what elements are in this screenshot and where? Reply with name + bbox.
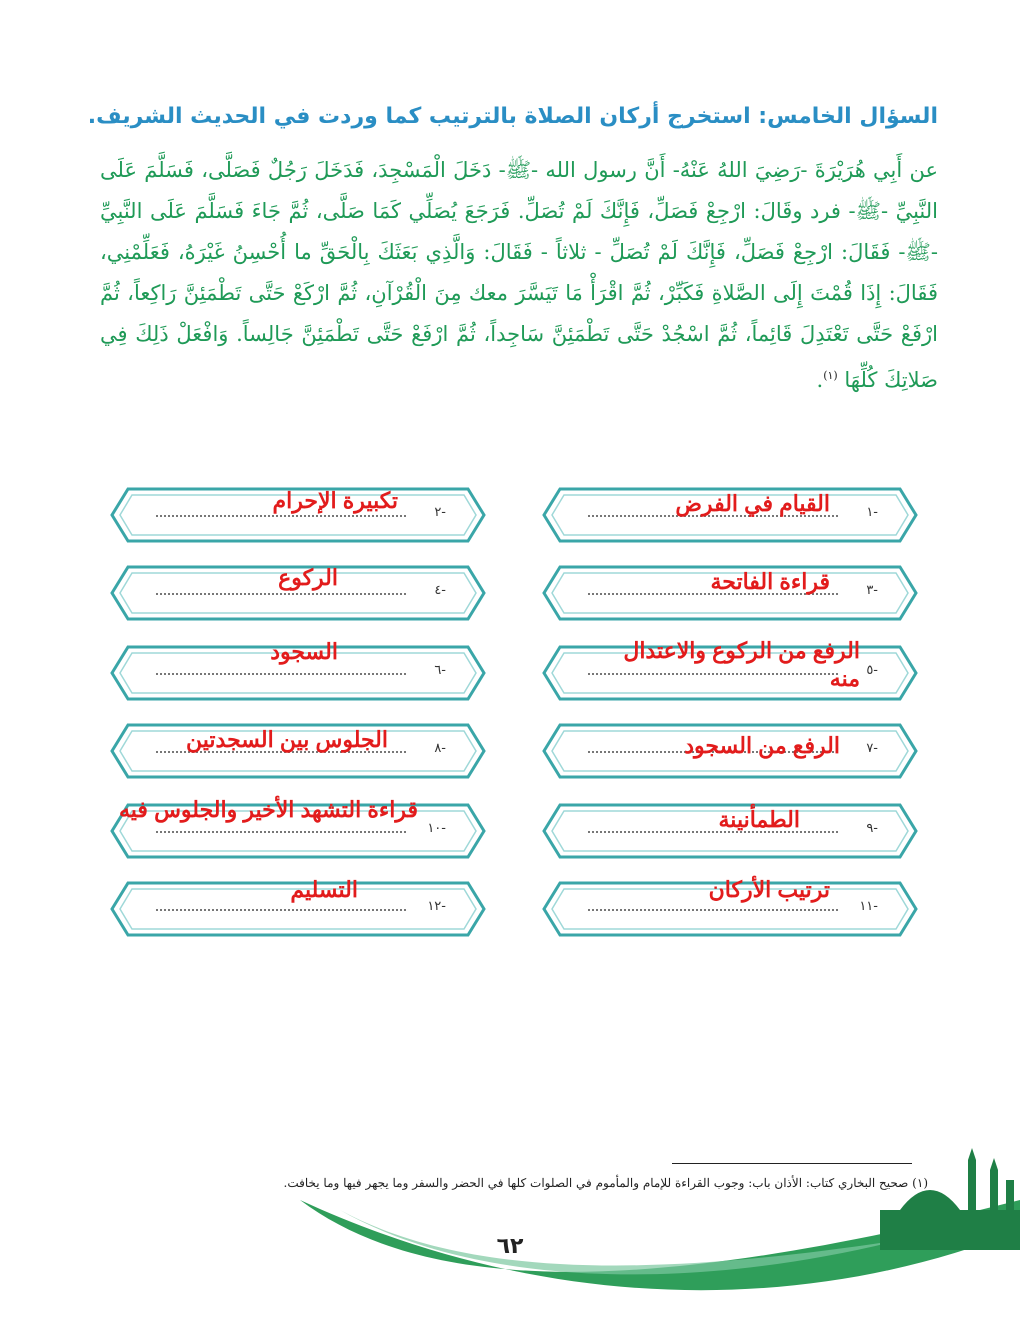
answer-text: الرفع من الركوع والاعتدال منه <box>623 638 860 691</box>
answer-number: -١ <box>866 505 878 520</box>
answer-number: -١٠ <box>427 821 446 836</box>
answer-text: تكبيرة الإحرام <box>272 488 398 513</box>
answer-text: التسليم <box>290 877 358 902</box>
answer-box <box>540 801 920 861</box>
answer-number: -٧ <box>866 741 878 756</box>
answer-number: -١٢ <box>427 899 446 914</box>
answer-text: الرفع من السجود <box>684 733 840 758</box>
mosque-silhouette-icon <box>880 1148 1020 1250</box>
answer-number: -٣ <box>866 583 878 598</box>
answer-box <box>540 879 920 939</box>
answer-box <box>108 721 488 781</box>
answer-number: -١١ <box>859 899 878 914</box>
answer-text: ترتيب الأركان <box>708 877 830 902</box>
answer-box <box>540 563 920 623</box>
answer-line <box>588 817 838 833</box>
answer-number: -٢ <box>434 505 446 520</box>
answer-number: -٦ <box>434 663 446 678</box>
answer-text: قراءة الفاتحة <box>710 569 830 594</box>
answer-number: -٩ <box>866 821 878 836</box>
answer-box <box>540 638 920 703</box>
answer-box <box>108 485 488 545</box>
decorative-wave <box>0 1140 1020 1320</box>
answer-text: الطمأنينة <box>718 807 800 832</box>
question-heading: السؤال الخامس: استخرج أركان الصلاة بالترتيب كما وردت في الحديث الشريف. <box>87 104 938 129</box>
answer-text: الجلوس بين السجدتين <box>186 727 388 752</box>
answer-text: الركوع <box>278 565 338 590</box>
answer-text: السجود <box>270 639 338 664</box>
hadith-passage: عن أَبِي هُرَيْرَةَ -رَضِيَ اللهُ عَنْهُ- أَنَّ رسول الله -ﷺ- دَخَلَ الْمَسْجِدَ، فَدَخَلَ رَجُلٌ فَصَلَّى، فَسَلَّمَ عَلَى النَّبِيِّ -ﷺ- فرد وقَالَ: ارْجِعْ فَصَلِّ، فَإِنَّكَ لَمْ تُصَلِّ. فَرَجَعَ يُصَلِّي كَمَا صَلَّى، ثُمَّ جَاءَ فَسَلَّمَ عَلَى النَّبِيِّ -ﷺ- فَقَالَ: ارْجِعْ فَصَلِّ، فَإِنَّكَ لَمْ تُصَلِّ - ثلاثاً - فَقَالَ: وَالَّذِي بَعَثَكَ بِالْحَقِّ ما أُحْسِنُ غَيْرَهُ، فَعَلِّمْنِي، فَقَالَ: إِذَا قُمْتَ إِلَى الصَّلاةِ فَكَبِّرْ، ثُمَّ اقْرَأْ مَا تَيَسَّرَ معك مِنَ الْقُرْآنِ، ثُمَّ ارْكَعْ حَتَّى تَطْمَئِنَّ رَاكِعاً، ثُمَّ ارْفَعْ حَتَّى تَعْتَدِلَ قَائِماً، ثُمَّ اسْجُدْ حَتَّى تَطْمَئِنَّ سَاجِداً، ثُمَّ ارْفَعْ حَتَّى تَطْمَئِنَّ جَالِساً. وَافْعَلْ ذَلِكَ فِي صَلاتِكَ كُلِّهَا $^{(١)}$. <box>100 158 938 392</box>
answer-number: -٥ <box>866 663 878 678</box>
hadith-footnote-ref: (١) <box>823 369 838 382</box>
answer-text: القيام في الفرض <box>675 491 830 516</box>
answer-box <box>108 563 488 623</box>
answer-line <box>156 895 406 911</box>
hadith-text: عن أَبِي هُرَيْرَةَ -رَضِيَ اللهُ عَنْهُ- أَنَّ رسول الله -ﷺ- دَخَلَ الْمَسْجِدَ، فَدَخَلَ رَجُلٌ فَصَلَّى، فَسَلَّمَ عَلَى النَّبِيِّ -ﷺ- فرد وقَالَ: ارْجِعْ فَصَلِّ، فَإِنَّكَ لَمْ تُصَلِّ. فَرَجَعَ يُصَلِّي كَمَا صَلَّى، ثُمَّ جَاءَ فَسَلَّمَ عَلَى النَّبِيِّ -ﷺ- فَقَالَ: ارْجِعْ فَصَلِّ، فَإِنَّكَ لَمْ تُصَلِّ - ثلاثاً - فَقَالَ: وَالَّذِي بَعَثَكَ بِالْحَقِّ ما أُحْسِنُ غَيْرَهُ، فَعَلِّمْنِي، فَقَالَ: إِذَا قُمْتَ إِلَى الصَّلاةِ فَكَبِّرْ، ثُمَّ اقْرَأْ مَا تَيَسَّرَ معك مِنَ الْقُرْآنِ، ثُمَّ ارْكَعْ حَتَّى تَطْمَئِنَّ رَاكِعاً، ثُمَّ ارْفَعْ حَتَّى تَعْتَدِلَ قَائِماً، ثُمَّ اسْجُدْ حَتَّى تَطْمَئِنَّ سَاجِداً، ثُمَّ ارْفَعْ حَتَّى تَطْمَئِنَّ جَالِساً. وَافْعَلْ ذَلِكَ فِي صَلاتِكَ كُلِّهَا <box>100 158 938 392</box>
answer-number: -٨ <box>434 741 446 756</box>
answer-box <box>540 721 920 781</box>
answer-box <box>108 879 488 939</box>
page-number: ٦٢ <box>496 1234 524 1259</box>
answer-number: -٤ <box>434 583 446 598</box>
answer-box <box>540 485 920 545</box>
footnote: (١) صحيح البخاري كتاب: الأذان باب: وجوب القراءة للإمام والمأموم في الصلوات كلها في الحضر والسفر وما يجهر فيها وما يخافت. <box>283 1176 928 1190</box>
answer-text: قراءة التشهد الأخير والجلوس فيه <box>119 797 418 822</box>
answer-box <box>108 797 488 861</box>
answer-box <box>108 639 488 703</box>
